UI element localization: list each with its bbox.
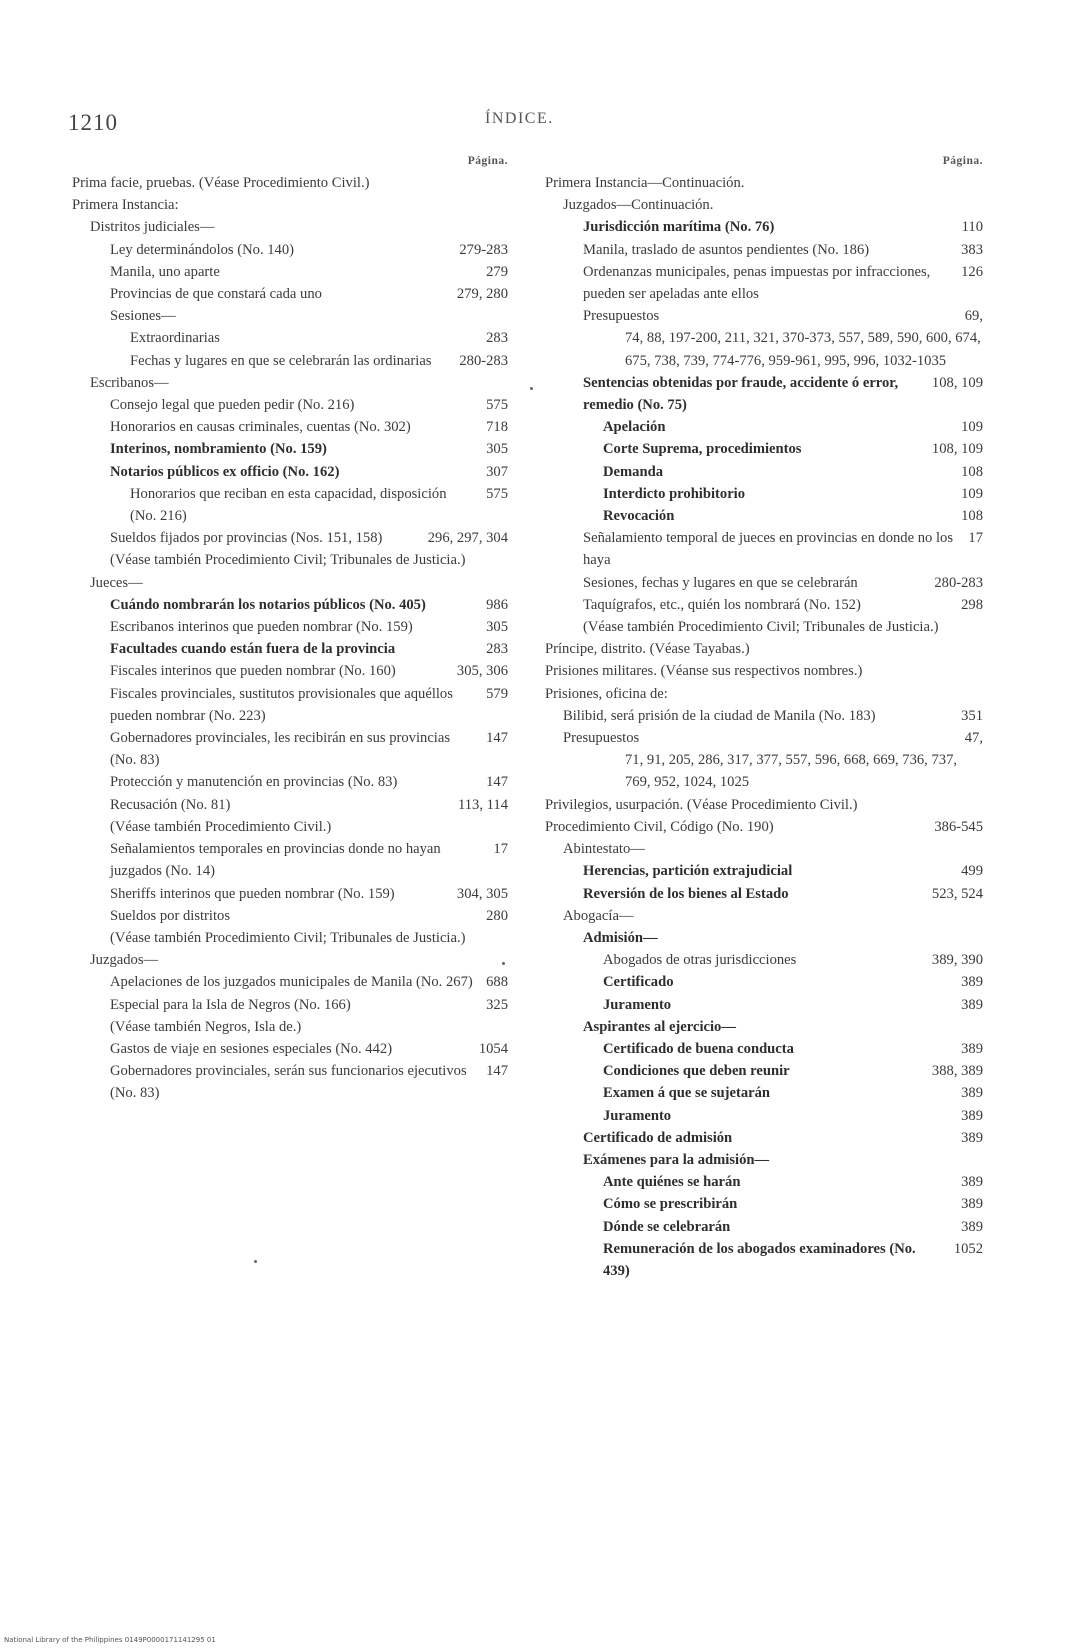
entry-page: 113, 114 (458, 796, 508, 813)
index-entry (72, 305, 508, 327)
entry-text: Sheriffs interinos que pueden nombrar (No. 159) (110, 885, 395, 902)
entry-page: 279 (486, 263, 508, 280)
entry-page: 108 (961, 508, 983, 525)
entry-page: 389 (961, 1174, 983, 1191)
entry-text: Exámenes para la admisión— (583, 1151, 770, 1168)
index-column-left (72, 150, 508, 1105)
index-entry (545, 261, 983, 305)
entry-page: 283 (486, 330, 508, 347)
entry-text: Admisión— (583, 929, 658, 946)
index-entry (545, 860, 983, 882)
entry-text: Procedimiento Civil, Código (No. 190) (545, 818, 774, 835)
entry-text: Primera Instancia: (72, 197, 179, 214)
index-entry (545, 1127, 983, 1149)
index-entry (545, 905, 983, 927)
entry-page: 389 (961, 1040, 983, 1057)
index-entry (545, 239, 983, 261)
entry-text: Prima facie, pruebas. (Véase Procedimiento Civil.) (72, 175, 370, 191)
index-entry (72, 1060, 508, 1104)
entry-text: (Véase también Procedimiento Civil; Tribunales de Justicia.) (583, 619, 939, 636)
entry-page: 304, 305 (456, 885, 508, 902)
entry-page: 986 (486, 596, 508, 613)
index-entry (545, 816, 983, 838)
entry-page: 305 (486, 619, 508, 636)
entry-text: Corte Suprema, procedimientos (603, 441, 802, 458)
index-entry (545, 683, 983, 705)
entry-page: 298 (961, 596, 983, 613)
entry-page: 389 (961, 996, 983, 1013)
entry-page: 389 (961, 1129, 983, 1146)
entry-page: 147 (486, 774, 508, 791)
margin-mark (530, 387, 533, 390)
entry-text: Ordenanzas municipales, penas impuestas por infracciones, pueden ser apeladas ante ellos (583, 263, 931, 303)
entry-text: Reversión de los bienes al Estado (583, 885, 789, 902)
index-entry (72, 794, 508, 816)
entry-text: Taquígrafos, etc., quién los nombrará (No. 152) (583, 596, 861, 613)
entry-text: Ante quiénes se harán (603, 1174, 741, 1191)
entry-text: Revocación (603, 508, 675, 525)
entry-text: Interdicto prohibitorio (603, 485, 746, 502)
entry-page: 389, 390 (931, 952, 983, 969)
index-entry (72, 727, 508, 771)
index-entry (545, 749, 983, 793)
index-entry (545, 194, 983, 216)
index-entry (545, 1105, 983, 1127)
index-entry (545, 527, 983, 571)
index-entry (72, 838, 508, 882)
entry-text: Remuneración de los abogados examinadores (No. 439) (603, 1240, 916, 1279)
index-entry (545, 305, 983, 327)
index-entry (545, 994, 983, 1016)
index-entry (72, 416, 508, 438)
entry-page: 296, 297, 304 (427, 530, 508, 547)
index-entry (72, 239, 508, 261)
entry-page: 147 (486, 730, 508, 747)
entry-text: Sueldos fijados por provincias (Nos. 151, 158) (110, 530, 383, 547)
entry-text: Escribanos— (90, 374, 169, 391)
entry-page: 110 (961, 219, 983, 236)
entry-page: 279-283 (459, 241, 508, 258)
entry-page: 688 (486, 974, 508, 991)
entry-text: Señalamientos temporales en provincias donde no hayan juzgados (No. 14) (110, 841, 441, 880)
index-entry (72, 261, 508, 283)
margin-mark (502, 962, 505, 965)
index-entry (545, 372, 983, 416)
index-entry (545, 483, 983, 505)
index-entry (545, 416, 983, 438)
entry-page: 575 (486, 485, 508, 502)
entry-text: Juramento (603, 1107, 672, 1124)
entry-text: Apelación (603, 419, 666, 436)
entry-list (72, 172, 508, 1105)
index-entry (72, 771, 508, 793)
entry-text: Apelaciones de los juzgados municipales de Manila (No. 267) (110, 974, 473, 991)
index-entry (545, 216, 983, 238)
entry-text: (Véase también Procedimiento Civil.) (110, 818, 332, 835)
index-entry (72, 616, 508, 638)
index-entry (72, 638, 508, 660)
index-entry (72, 372, 508, 394)
index-entry (545, 594, 983, 616)
entry-text: Facultades cuando están fuera de la provincia (110, 641, 396, 658)
entry-text: Presupuestos (563, 730, 640, 747)
index-entry (545, 1060, 983, 1082)
entry-text: Manila, traslado de asuntos pendientes (No. 186) (583, 241, 870, 258)
entry-text: Ley determinándolos (No. 140) (110, 241, 294, 258)
entry-page: 388, 389 (931, 1063, 983, 1080)
index-entry (545, 705, 983, 727)
index-entry (72, 660, 508, 682)
index-entry (72, 350, 508, 372)
index-entry (545, 1193, 983, 1215)
index-entry (545, 1238, 983, 1282)
index-entry (72, 172, 508, 194)
entry-page: 47, (964, 730, 983, 747)
entry-page: 307 (486, 463, 508, 480)
entry-text: Primera Instancia—Continuación. (545, 175, 745, 191)
entry-text: Escribanos interinos que pueden nombrar (No. 159) (110, 619, 413, 636)
entry-text: Juramento (603, 996, 672, 1013)
index-entry (72, 572, 508, 594)
entry-page: 108, 109 (931, 441, 983, 458)
entry-page: 147 (486, 1063, 508, 1080)
index-entry (72, 994, 508, 1016)
entry-text: Prisiones militares. (Véanse sus respectivos nombres.) (545, 663, 863, 680)
entry-text: Abogados de otras jurisdicciones (603, 952, 797, 969)
entry-page: 69, (964, 308, 983, 325)
entry-text: Recusación (No. 81) (110, 796, 231, 813)
index-entry (72, 527, 508, 549)
entry-text: Cuándo nombrarán los notarios públicos (No. 405) (110, 596, 426, 613)
index-entry (545, 794, 983, 816)
entry-text: Sesiones— (110, 308, 176, 325)
index-entry (545, 172, 983, 194)
entry-text: Fiscales provinciales, sustitutos provisionales que aquéllos pueden nombrar (No. 223) (110, 685, 453, 724)
index-entry (545, 883, 983, 905)
entry-text: Dónde se celebrarán (603, 1218, 731, 1235)
entry-text: Provincias de que constará cada uno (110, 286, 322, 303)
index-entry (72, 683, 508, 727)
entry-text: Condiciones que deben reunir (603, 1063, 790, 1080)
entry-page: 575 (486, 397, 508, 414)
entry-page: 126 (961, 263, 983, 280)
entry-page: 389 (961, 974, 983, 991)
index-entry (545, 616, 983, 638)
pagina-label: Página. (942, 155, 983, 167)
entry-page: 389 (961, 1218, 983, 1235)
entry-text: (Véase también Procedimiento Civil; Tribunales de Justicia.) (110, 552, 466, 569)
index-entry (72, 438, 508, 460)
entry-page: 280 (486, 907, 508, 924)
entry-text: Juzgados— (90, 952, 159, 969)
index-entry (72, 1038, 508, 1060)
index-entry (545, 1082, 983, 1104)
entry-text: 74, 88, 197-200, 211, 321, 370-373, 557, 589, 590, 600, 674, 675, 738, 739, 774-776, 959-961, 995, 996, 1032-1035 (625, 330, 981, 369)
page-number: 1210 (68, 110, 118, 135)
entry-text: Aspirantes al ejercicio— (583, 1018, 736, 1035)
entry-text: Señalamiento temporal de jueces en provincias en donde no los haya (583, 530, 954, 569)
entry-page: 1052 (953, 1240, 983, 1257)
entry-text: Abintestato— (563, 841, 645, 858)
entry-page: 325 (486, 996, 508, 1013)
entry-text: Jurisdicción marítima (No. 76) (583, 219, 775, 236)
entry-page: 386-545 (934, 818, 983, 835)
entry-page: 718 (486, 419, 508, 436)
index-entry (545, 327, 983, 371)
index-entry (545, 572, 983, 594)
entry-text: (Véase también Procedimiento Civil; Tribunales de Justicia.) (110, 929, 466, 946)
footer-credit: National Library of the Philippines 0149P0000171141295 01 (4, 1636, 216, 1644)
entry-text: Abogacía— (563, 907, 634, 924)
entry-page: 351 (961, 707, 983, 724)
entry-page: 17 (493, 841, 508, 858)
index-entry (545, 461, 983, 483)
entry-page: 283 (486, 641, 508, 658)
entry-page: 389 (961, 1196, 983, 1213)
index-entry (545, 1216, 983, 1238)
index-entry (72, 905, 508, 927)
index-entry (72, 461, 508, 483)
entry-page: 579 (486, 685, 508, 702)
entry-text: Sesiones, fechas y lugares en que se celebrarán (583, 574, 858, 591)
entry-text: 71, 91, 205, 286, 317, 377, 557, 596, 668, 669, 736, 737, 769, 952, 1024, 1025 (625, 752, 958, 791)
index-entry (72, 927, 508, 949)
pagina-label: Página. (467, 155, 508, 167)
index-entry (545, 1149, 983, 1171)
entry-page: 383 (961, 241, 983, 258)
entry-page: 280-283 (934, 574, 983, 591)
index-entry (72, 194, 508, 216)
index-entry (545, 838, 983, 860)
entry-text: Gastos de viaje en sesiones especiales (No. 442) (110, 1040, 393, 1057)
entry-page: 305 (486, 441, 508, 458)
entry-page: 279, 280 (456, 286, 508, 303)
entry-text: Sueldos por distritos (110, 907, 230, 924)
entry-text: Certificado de admisión (583, 1129, 733, 1146)
entry-text: (Véase también Negros, Isla de.) (110, 1018, 302, 1035)
entry-text: Bilibid, será prisión de la ciudad de Manila (No. 183) (563, 707, 876, 724)
entry-text: Honorarios que reciban en esta capacidad, disposición (No. 216) (130, 485, 447, 525)
index-entry (72, 549, 508, 571)
entry-text: Príncipe, distrito. (Véase Tayabas.) (545, 641, 750, 658)
entry-text: Distritos judiciales— (90, 219, 215, 236)
index-entry (545, 1171, 983, 1193)
index-column-right (545, 150, 983, 1282)
entry-page: 389 (961, 1107, 983, 1124)
entry-text: Jueces— (90, 574, 143, 591)
entry-text: Cómo se prescribirán (603, 1196, 738, 1213)
entry-text: Certificado de buena conducta (603, 1040, 794, 1057)
index-entry (545, 1038, 983, 1060)
entry-text: Presupuestos (583, 308, 660, 325)
entry-text: Certificado (603, 974, 674, 991)
entry-page: 108 (961, 463, 983, 480)
entry-page: 499 (961, 863, 983, 880)
index-entry (545, 971, 983, 993)
entry-page: 109 (961, 419, 983, 436)
index-entry (545, 727, 983, 749)
index-entry (72, 816, 508, 838)
entry-page: 1054 (478, 1040, 508, 1057)
entry-list (545, 172, 983, 1282)
entry-page: 17 (968, 530, 983, 547)
index-entry (72, 327, 508, 349)
entry-page: 305, 306 (456, 663, 508, 680)
index-entry (72, 483, 508, 527)
entry-text: Examen á que se sujetarán (603, 1085, 771, 1102)
entry-page: 389 (961, 1085, 983, 1102)
entry-text: Fiscales interinos que pueden nombrar (No. 160) (110, 663, 396, 680)
entry-page: 109 (961, 485, 983, 502)
entry-text: Consejo legal que pueden pedir (No. 216) (110, 397, 355, 414)
entry-text: Gobernadores provinciales, serán sus funcionarios ejecutivos (No. 83) (110, 1063, 467, 1102)
index-entry (545, 505, 983, 527)
index-entry (545, 1016, 983, 1038)
entry-text: Prisiones, oficina de: (545, 685, 668, 702)
entry-text: Extraordinarias (130, 330, 220, 347)
entry-text: Interinos, nombramiento (No. 159) (110, 441, 327, 458)
entry-text: Herencias, partición extrajudicial (583, 863, 793, 880)
index-entry (72, 971, 508, 993)
entry-text: Demanda (603, 463, 663, 480)
entry-page: 108, 109 (931, 374, 983, 391)
index-entry (545, 949, 983, 971)
index-entry (72, 394, 508, 416)
index-entry (72, 283, 508, 305)
entry-text: Especial para la Isla de Negros (No. 166) (110, 996, 351, 1013)
index-entry (72, 1016, 508, 1038)
index-entry (545, 927, 983, 949)
entry-text: Gobernadores provinciales, les recibirán en sus provincias (No. 83) (110, 730, 451, 769)
index-entry (72, 216, 508, 238)
entry-page: 523, 524 (931, 885, 983, 902)
margin-mark (254, 1260, 257, 1263)
entry-text: Juzgados—Continuación. (563, 197, 714, 214)
index-entry (72, 594, 508, 616)
entry-text: Fechas y lugares en que se celebrarán las ordinarias (130, 352, 432, 369)
entry-text: Privilegios, usurpación. (Véase Procedimiento Civil.) (545, 796, 858, 813)
index-entry (545, 438, 983, 460)
index-entry (72, 883, 508, 905)
index-entry (72, 949, 508, 971)
entry-text: Manila, uno aparte (110, 263, 220, 280)
running-head: ÍNDICE. (485, 110, 554, 127)
entry-text: Sentencias obtenidas por fraude, accidente ó error, remedio (No. 75) (583, 374, 899, 414)
entry-text: Protección y manutención en provincias (No. 83) (110, 774, 398, 791)
index-entry (545, 660, 983, 682)
entry-text: Notarios públicos ex officio (No. 162) (110, 463, 340, 480)
entry-text: Honorarios en causas criminales, cuentas (No. 302) (110, 419, 411, 436)
entry-page: 280-283 (459, 352, 508, 369)
index-entry (545, 638, 983, 660)
